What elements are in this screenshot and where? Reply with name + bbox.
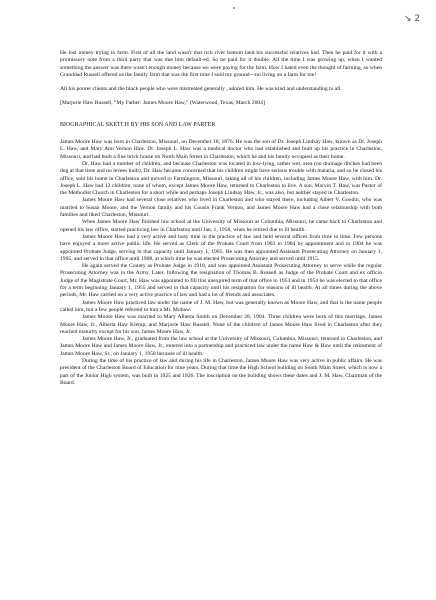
intro-paragraph-2: All his poorer clients and the black people who were mistreated generally , adored him. He was kind and understanding to all. [60, 86, 342, 93]
section-heading: BIOGRAPHICAL SKETCH BY HIS SON AND LAW PARTER [60, 121, 216, 128]
intro-paragraph-1: He lost money trying to farm. First of all the land wasn't that rich river bottom land his successful relatives had. Then he paid for it with a promissory note from a third party that was due him default-ed. So he paid for it double. All the time I was growing up, when I wanted something the answer was there wasn't enough money because we were paying for the farm. How I hated even the thought of farming, so when Granddad Russell offered us the family farm that was the first time I sold my ground—no living on a farm for me! [60, 50, 382, 78]
sketch-opening-paragraph: James Moore Haw was born in Charleston, Missouri, on December 18, 1876. He was the son of Dr. Joseph Lindsay Haw, known as Dr. Joseph L. Haw, and Mary Ann Vernon Haw. Dr. Joseph L. Haw was a medical doctor who had established and built up his practice in Charleston, Missouri, and had built a fine brick house on North Main Street in Charleston, which he and his family occupied as their home. [60, 139, 382, 160]
sketch-paragraph: During the time of his practice of law and during his life in Charleston, James Moore Haw was very active in public affairs. He was president of the Charleston Board of Education for nine years. During that time the High School building on South Main Street, which is now a part of the Junior High system, was built in 1925 and 1926. The inscription on the building shows these dates and J. M. Haw, Chairman of the Board. [60, 357, 382, 386]
sketch-paragraph: Dr. Haw had a number of children, and because Charleston was located in low-lying, rather wet, area (no drainage ditches had been dug at that time and no levees built), Dr. Haw became concerned that his children might have serious trouble with malaria, and so he closed his office, sold his home in Charleston and moved to Farmington, Missouri, taking all of his children, including James Moore Haw, with him. Dr. Joseph L. Haw had 12 children, none of whom, except James Moore Haw, returned to Charleston to live. A son, Marvin T. Haw, was Pastor of the Methodist Church in Charleston for a short while and perhaps Joseph Lindsay Haw, Jr., was also, but neither stayed in Charleston. [60, 160, 382, 197]
document-body [60, 50, 382, 387]
page-corner-mark: ↘ 2 [404, 14, 421, 24]
sketch-paragraph: James Moore Haw had a very active and busy time in the practice of law and held several offices from time to time. Few persons have enjoyed a more active public life. He served as Clerk of the Probate Court from 1903 to 1904 by appointment and in 1904 he was appointed Probate Judge, serving in that capacity until January 1, 1905. He was then appointed Assistant Prosecuting Attorney on January 1, 1905, and served in that office until 1908, at which time he was elected Prosecuting Attorney and served until 1915. [60, 233, 382, 262]
sketch-paragraph: James Moore Haw practiced law under the name of J. M. Haw, but was generally known as Moore Haw, and that is the name people called him, but a few people referred to him a Mr. Mohaw. [60, 299, 382, 313]
citation: [Marjorie Haw Russell, “My Father: James Moore Haw,” (Waterwood, Texas, March 2004] [60, 100, 265, 107]
sketch-paragraph: James Moore Haw was married to Mary Alberta Smith on December 28, 1904. Three children were born of this marriage, James Moore Haw, Jr., Alberta Haw Klemp, and Marjorie Haw Russell. None of the children of James Moore Haw lived in Charleston after they reached maturity except for his son, James Moore Haw, Jr. [60, 314, 382, 335]
sketch-paragraph: James Moore Haw had several close relatives who lived in Charleston and who stayed there, including Albert V. Goodin, who was married to Susan Moore, and the Vernon family and his Cousin Frank Vernon, and James Moore Haw had a close relationship with both families and liked Charleston, Missouri. [60, 197, 382, 219]
scan-speck [233, 7, 235, 9]
sketch-paragraph: James Moore Haw, Jr., graduated from the law school at the University of Missouri, Columbia, Missouri, returned to Charleston, and James Moore Haw and James Moore Haw, Jr., entered into a partnership and practiced law under the name Haw & Haw until the retirement of James Moore Haw, Sr., on January 1, 1958 because of ill health. [60, 336, 382, 357]
sketch-paragraph: He again served the County as Probate Judge in 1918, and was appointed Assistant Prosecuting Attorney to serve while the regular Prosecuting Attorney was in the Army. Later, following the resignation of Thomas B. Russell as Judge of the Probate Court and ex officio Judge of the Magistrate Court, Mr. Haw was appointed to fill this unexpired term of that office in 1953 and in 1954 he was elected to that office for a term beginning January 1, 1955 and served in that capacity until his resignation for reasons of ill health. At all times during the above periods, Mr. Haw carried on a very active practice of law and had a lot of friends and associates. [60, 263, 382, 299]
sketch-paragraph: When James Moore Haw finished law school at the University of Missouri at Columbia, Missouri, he came back to Charleston and opened his law office, started practicing law in Charleston until Jan. 1, 1958, when he retired due to ill health. [60, 219, 382, 233]
